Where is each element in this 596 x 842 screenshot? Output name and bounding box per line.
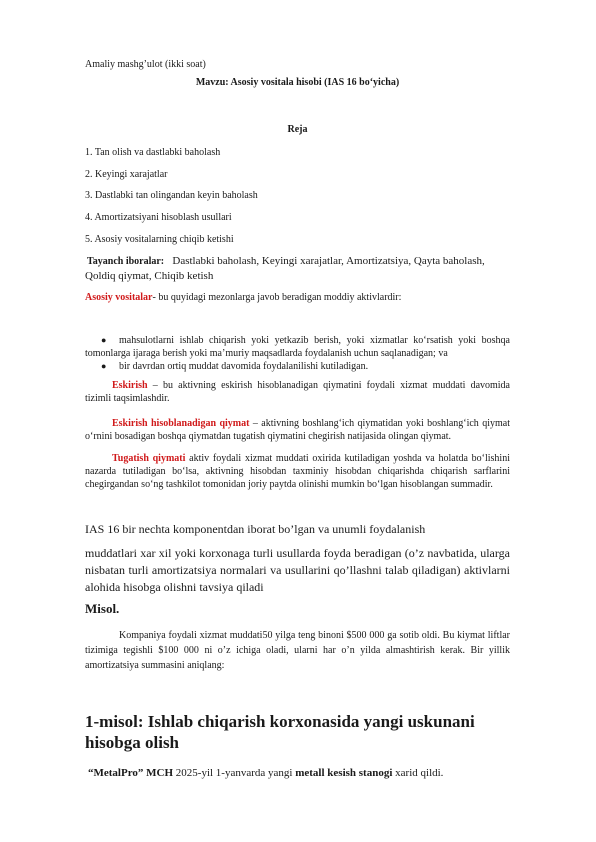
term-name: Eskirish hisoblanadigan qiymat bbox=[112, 418, 250, 429]
keywords-block bbox=[87, 254, 485, 269]
term-paragraph bbox=[85, 452, 510, 491]
criteria-item: bir davrdan ortiq muddat davomida foydalanilishi kutiladigan. bbox=[119, 361, 369, 372]
ias-paragraph: muddatlari xar xil yoki korxonaga turli usullarda foyda beradigan (o’z navbatida, ularga nisbatan turli amortizatsiya normalari va usullarini qo’llashni talab qiladigan) aktivlarni alohida hisobga olishni tavsiya qiladi bbox=[85, 546, 510, 594]
plan-item: 2. Keyingi xarajatlar bbox=[85, 169, 168, 180]
plan-item: 5. Asosiy vositalarning chiqib ketishi bbox=[85, 234, 234, 245]
term-text: – aktivning boshlang‘ich qiymatidan yoki boshlang‘ich qiymat o‘rnini bosadigan boshqa qiymatdan tugatish qiymatini chegirish natijasida olingan qiymat. bbox=[85, 418, 510, 442]
plan-title: Reja bbox=[287, 124, 308, 135]
case-heading: 1-misol: Ishlab chiqarish korxonasida yangi uskunani hisobga olish bbox=[85, 712, 475, 752]
keywords-label: Tayanch iboralar: bbox=[87, 256, 165, 267]
case-text bbox=[88, 766, 443, 780]
definition-text: - bu quyidagi mezonlarga javob beradigan moddiy aktivlardir: bbox=[152, 292, 402, 303]
case-equipment: metall kesish stanogi bbox=[295, 767, 393, 779]
term-name: Tugatish qiymati bbox=[112, 453, 186, 464]
case-company: “MetalPro” MCH bbox=[88, 767, 174, 779]
term-text: aktiv foydali xizmat muddati oxirida kutiladigan yoshda va holatda bo‘lishini nazarda tutiladigan bo‘lsa, aktivning hisobdan taxminiy hisobdan chiqarishda chiqarish sarflarini chegirgandan so‘ng tashkilot tomonidan joriy paytda olinishi mumkin bo‘lgan hisoblangan summadir. bbox=[85, 453, 510, 490]
keywords-line2: Qoldiq qiymat, Chiqib ketish bbox=[85, 270, 214, 282]
definition-term: Asosiy vositalar bbox=[85, 292, 153, 303]
bullet-icon: ● bbox=[101, 361, 107, 371]
plan-item: 4. Amortizatsiyani hisoblash usullari bbox=[85, 212, 232, 223]
plan-item: 1. Tan olish va dastlabki baholash bbox=[85, 147, 221, 158]
ias-line: IAS 16 bir nechta komponentdan iborat bo’lgan va unumli foydalanish bbox=[85, 522, 426, 536]
keywords-line1: Dastlabki baholash, Keyingi xarajatlar, Amortizatsiya, Qayta baholash, bbox=[172, 255, 485, 267]
case-text-after: xarid qildi. bbox=[392, 767, 444, 779]
example-title: Misol. bbox=[85, 601, 120, 616]
term-text: – bu aktivning eskirish hisoblanadigan qiymatini foydali xizmat muddati davomida tizimli taqsimlashdir. bbox=[85, 380, 510, 404]
bullet-icon: ● bbox=[101, 335, 107, 345]
term-name: Eskirish bbox=[112, 380, 148, 391]
example-text: Kompaniya foydali xizmat muddati50 yilga teng binoni $500 000 ga sotib oldi. Bu kiymat liftlar tizimiga tegishli $100 000 ni o’z ichiga oladi, ularni har o’n yilda almashtirish kerak. Bir yillik amortizatsiya summasini aniqlang: bbox=[85, 630, 510, 671]
term-paragraph bbox=[85, 379, 510, 405]
topic-title: Mavzu: Asosiy vositala hisobi (IAS 16 bo‘yicha) bbox=[195, 77, 400, 88]
case-text-before: 2025-yil 1-yanvarda yangi bbox=[173, 767, 296, 779]
plan-item: 3. Dastlabki tan olingandan keyin baholash bbox=[85, 190, 258, 201]
definition bbox=[85, 291, 401, 304]
term-paragraph bbox=[85, 417, 510, 443]
criteria-item: mahsulotlarni ishlab chiqarish yoki yetkazib berish, yoki xizmatlar ko‘rsatish yoki boshqa tomonlarga ijaraga berish yoki ma’muriy maqsadlarda foydalanish uchun saqlanadigan; va bbox=[85, 335, 510, 359]
session-label: Amaliy mashg’ulot (ikki soat) bbox=[85, 59, 206, 70]
